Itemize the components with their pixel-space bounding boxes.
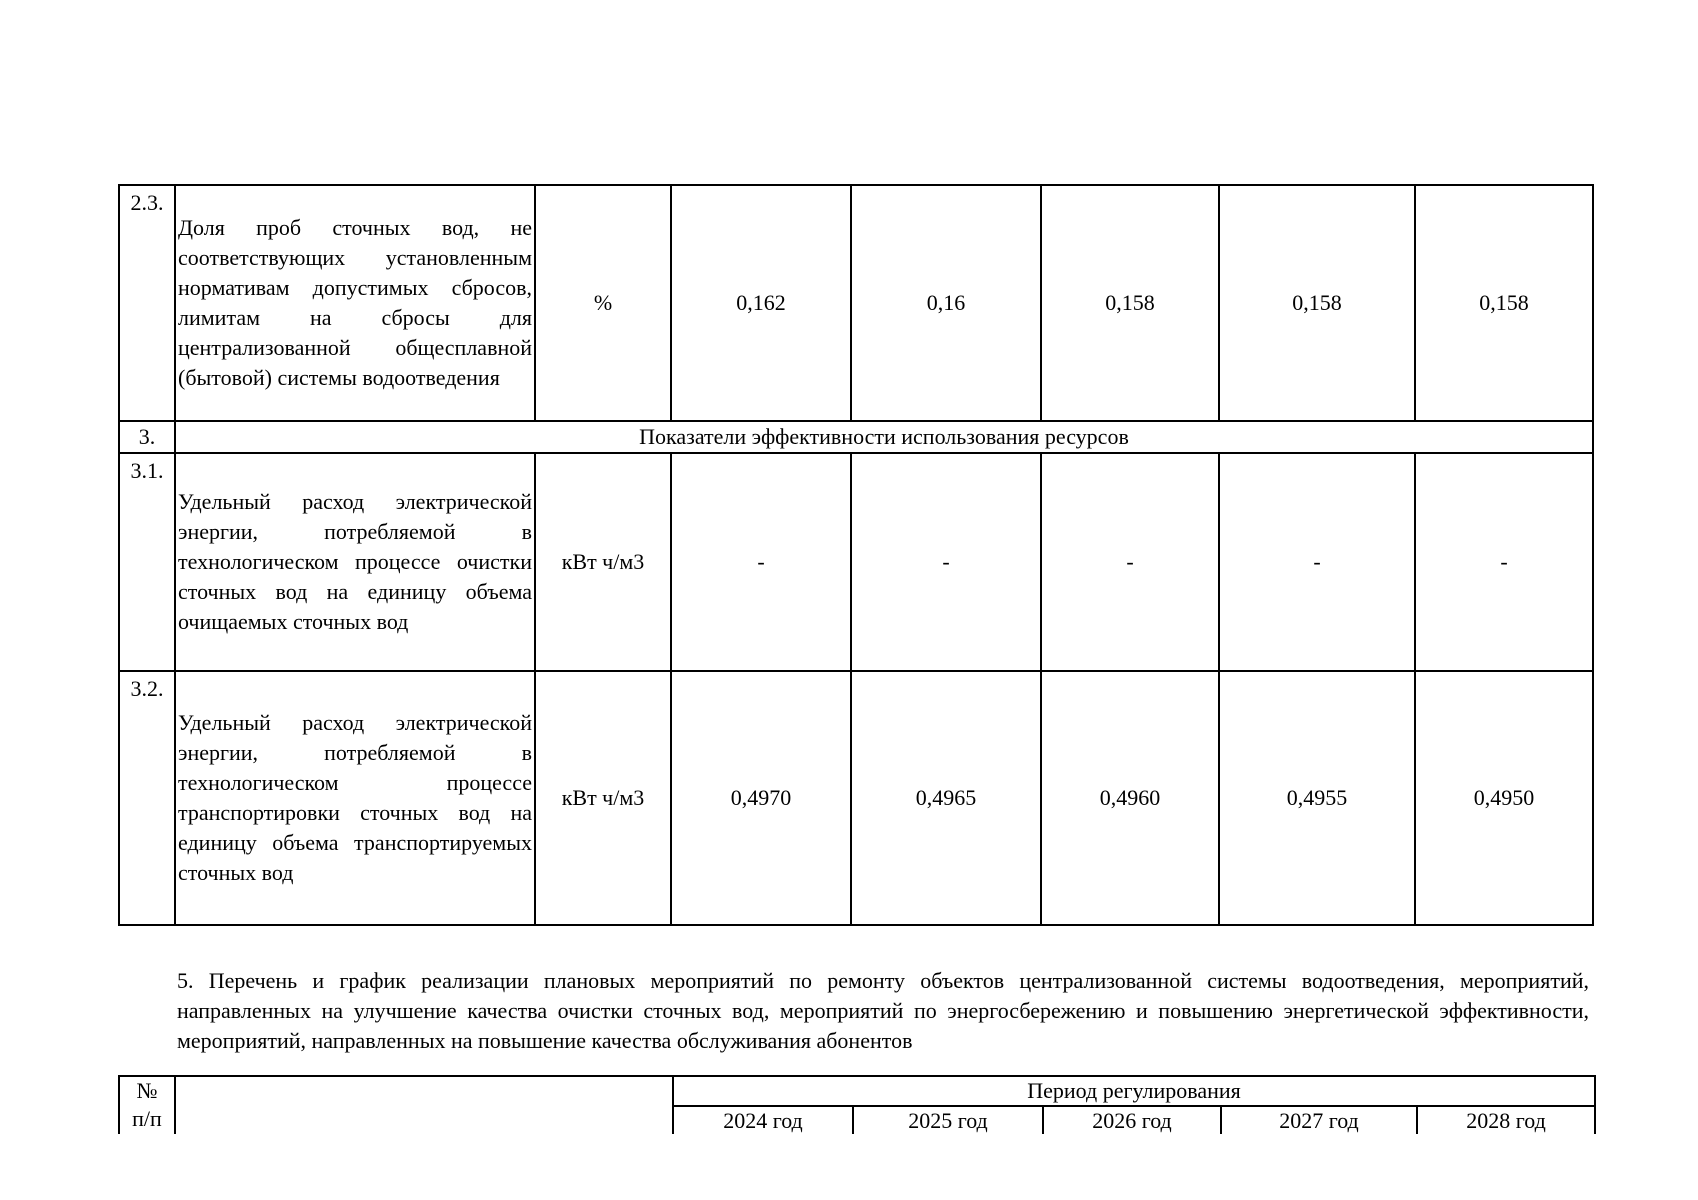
value-2028: 0,4950 bbox=[1415, 671, 1593, 925]
indicators-table bbox=[118, 184, 1594, 926]
row-number: 2.3. bbox=[119, 185, 175, 421]
value-2024: 0,4970 bbox=[671, 671, 851, 925]
value-2027: - bbox=[1219, 453, 1415, 671]
table-row bbox=[119, 1076, 1595, 1106]
value-2028: 0,158 bbox=[1415, 185, 1593, 421]
indicator-name: Удельный расход электрической энергии, потребляемой в технологическом процессе очистки сточных вод на единицу объема очищаемых сточных вод bbox=[175, 453, 535, 671]
measure-name-header bbox=[175, 1076, 673, 1136]
value-2025: - bbox=[851, 453, 1041, 671]
value-2026: 0,4960 bbox=[1041, 671, 1219, 925]
year-2026-header: 2026 год bbox=[1043, 1106, 1221, 1136]
section-5-heading: 5. Перечень и график реализации плановых мероприятий по ремонту объектов централизованной системы водоотведения, мероприятий, направленных на улучшение качества очистки сточных вод, мероприятий по энергосбережению и повышению энергетической эффективности, мероприятий, направленных на повышение качества обслуживания абонентов bbox=[177, 968, 1589, 1053]
value-2024: - bbox=[671, 453, 851, 671]
value-2024: 0,162 bbox=[671, 185, 851, 421]
row-number: 3. bbox=[119, 421, 175, 453]
table-row bbox=[119, 453, 1593, 671]
unit-cell: кВт ч/м3 bbox=[535, 453, 671, 671]
table-row bbox=[119, 671, 1593, 925]
value-2027: 0,158 bbox=[1219, 185, 1415, 421]
section-row bbox=[119, 421, 1593, 453]
value-2025: 0,16 bbox=[851, 185, 1041, 421]
year-2028-header: 2028 год bbox=[1417, 1106, 1595, 1136]
value-2025: 0,4965 bbox=[851, 671, 1041, 925]
number-header: № п/п bbox=[119, 1076, 175, 1136]
period-header: Период регулирования bbox=[673, 1076, 1595, 1106]
value-2028: - bbox=[1415, 453, 1593, 671]
value-2026: 0,158 bbox=[1041, 185, 1219, 421]
value-2027: 0,4955 bbox=[1219, 671, 1415, 925]
year-2024-header: 2024 год bbox=[673, 1106, 853, 1136]
value-2026: - bbox=[1041, 453, 1219, 671]
row-number: 3.2. bbox=[119, 671, 175, 925]
unit-cell: % bbox=[535, 185, 671, 421]
unit-cell: кВт ч/м3 bbox=[535, 671, 671, 925]
page-bottom-margin bbox=[0, 1134, 1698, 1200]
measures-table-header bbox=[118, 1075, 1596, 1137]
indicator-name: Удельный расход электрической энергии, потребляемой в технологическом процессе транспортировки сточных вод на единицу объема транспортируемых сточных вод bbox=[175, 671, 535, 925]
table-row bbox=[119, 185, 1593, 421]
year-2027-header: 2027 год bbox=[1221, 1106, 1417, 1136]
section-title: Показатели эффективности использования ресурсов bbox=[175, 421, 1593, 453]
indicator-name: Доля проб сточных вод, не соответствующих установленным нормативам допустимых сбросов, лимитам на сбросы для централизованной общесплавной (бытовой) системы водоотведения bbox=[175, 185, 535, 421]
year-2025-header: 2025 год bbox=[853, 1106, 1043, 1136]
row-number: 3.1. bbox=[119, 453, 175, 671]
